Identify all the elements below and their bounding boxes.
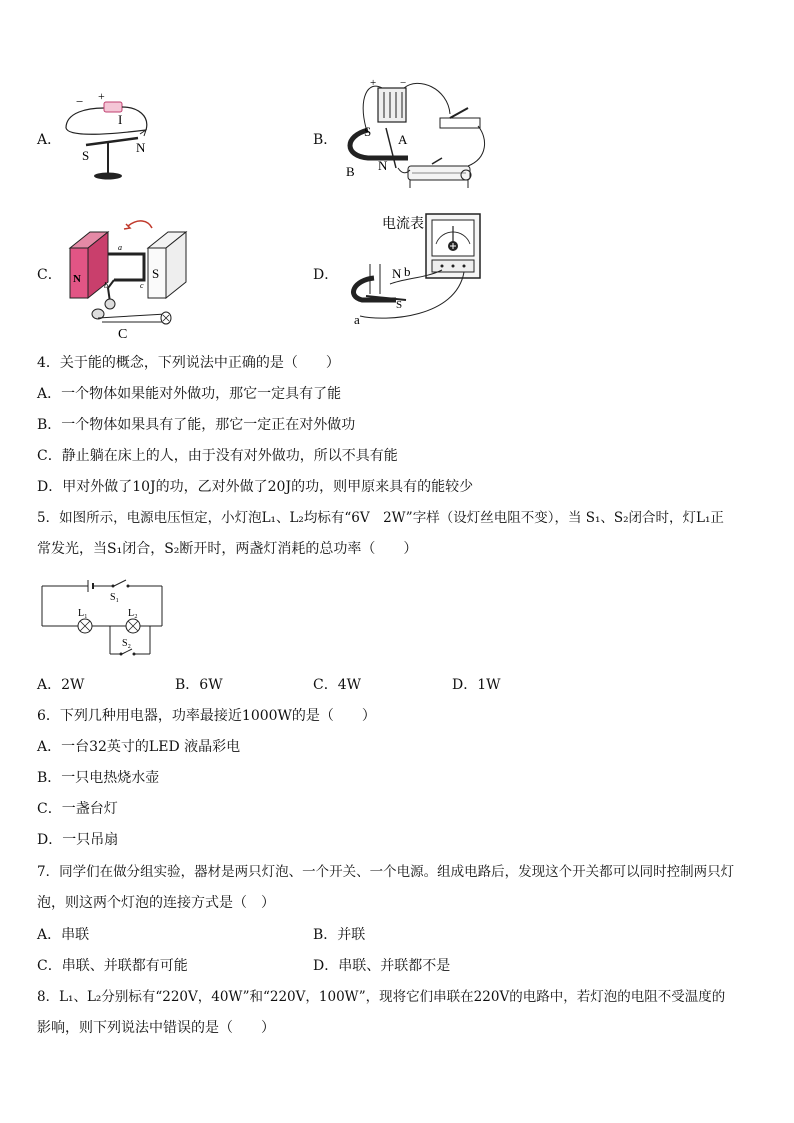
fig-a-north: N [136, 140, 146, 155]
q6-option-a: A．一台32英寸的LED 液晶彩电 [37, 739, 241, 755]
q5-stem-line1: 5．如图所示，电源电压恒定，小灯泡L₁、L₂均标有“6V 2W”字样（设灯丝电阻不变），当 S₁、S₂闭合时，灯L₁正 [37, 510, 724, 526]
option-d-label: D． [313, 267, 339, 283]
fig-d-a: a [354, 312, 360, 327]
q7-option-c: C．串联、并联都有可能 [37, 958, 188, 974]
option-a-label: A． [37, 132, 62, 148]
figure-b [338, 78, 498, 196]
fig-d-south: S [396, 299, 403, 311]
fig-c-wire-a: a [118, 243, 122, 252]
q7-stem-line2: 泡，则这两个灯泡的连接方式是（ ） [37, 895, 275, 911]
option-c-label: C． [37, 267, 62, 283]
q5-stem-line2: 常发光，当S₁闭合，S₂断开时，两盏灯消耗的总功率（ ） [37, 541, 418, 557]
q8-stem-line1: 8．L₁、L₂分别标有“220V，40W”和“220V，100W”，现将它们串联在220V的电路中，若灯泡的电阻不受温度的 [37, 989, 726, 1005]
q7-option-b: B．并联 [313, 927, 366, 943]
q7-option-a: A．串联 [37, 927, 90, 943]
q5-l1-label: L₁ [78, 608, 88, 619]
q4-stem: 4．关于能的概念，下列说法中正确的是（ ） [37, 355, 340, 371]
q5-circuit-diagram [40, 576, 170, 662]
q5-option-b: B．6W [175, 677, 223, 693]
q4-option-a: A．一个物体如果能对外做功，那它一定具有了能 [37, 386, 342, 402]
fig-a-south: S [82, 148, 90, 163]
fig-b-plus: + [370, 78, 377, 89]
figure-a [58, 90, 168, 185]
q5-option-c: C．4W [313, 677, 362, 693]
q4-option-d: D．甲对外做了10J的功，乙对外做了20J的功，则甲原来具有的能较少 [37, 479, 474, 495]
q6-option-b: B．一只电热烧水壶 [37, 770, 160, 786]
q6-option-c: C．一盏台灯 [37, 801, 118, 817]
fig-c-south: S [152, 266, 160, 281]
q7-stem-line1: 7．同学们在做分组实验，器材是两只灯泡、一个开关、一个电源。组成电路后，发现这个开关都可以同时控制两只灯 [37, 864, 735, 880]
figure-c [66, 218, 196, 343]
q5-option-d: D．1W [452, 677, 501, 693]
q6-option-d: D．一只吊扇 [37, 832, 119, 848]
figure-d [336, 208, 496, 328]
fig-b-pole-b: B [346, 164, 355, 179]
fig-a-minus: − [76, 94, 84, 109]
fig-b-south: S [364, 124, 372, 139]
fig-c-wire-b: b [104, 281, 108, 290]
fig-a-current: I [118, 112, 123, 127]
fig-d-north: N [392, 266, 402, 281]
fig-a-plus: + [98, 90, 105, 103]
fig-b-north: N [378, 158, 388, 173]
q4-option-c: C．静止躺在床上的人，由于没有对外做功，所以不具有能 [37, 448, 398, 464]
q6-stem: 6．下列几种用电器，功率最接近1000W的是（ ） [37, 708, 376, 724]
q7-option-d: D．串联、并联都不是 [313, 958, 451, 974]
fig-d-meter-label: 电流表 [382, 217, 424, 232]
q5-l2-label: L₂ [128, 608, 138, 619]
q4-option-b: B．一个物体如果具有了能，那它一定正在对外做功 [37, 417, 356, 433]
q5-option-a: A．2W [37, 677, 85, 693]
q8-stem-line2: 影响，则下列说法中错误的是（ ） [37, 1020, 275, 1036]
fig-c-label: C [118, 327, 128, 342]
fig-d-b: b [404, 264, 411, 279]
q5-s2-label: S₂ [122, 638, 132, 649]
option-b-label: B． [313, 132, 338, 148]
fig-c-north: N [73, 273, 81, 285]
q5-s1-label: S₁ [110, 592, 120, 603]
fig-b-pole-a: A [398, 132, 408, 147]
fig-c-wire-c: c [140, 281, 144, 290]
fig-b-minus: − [400, 78, 407, 89]
